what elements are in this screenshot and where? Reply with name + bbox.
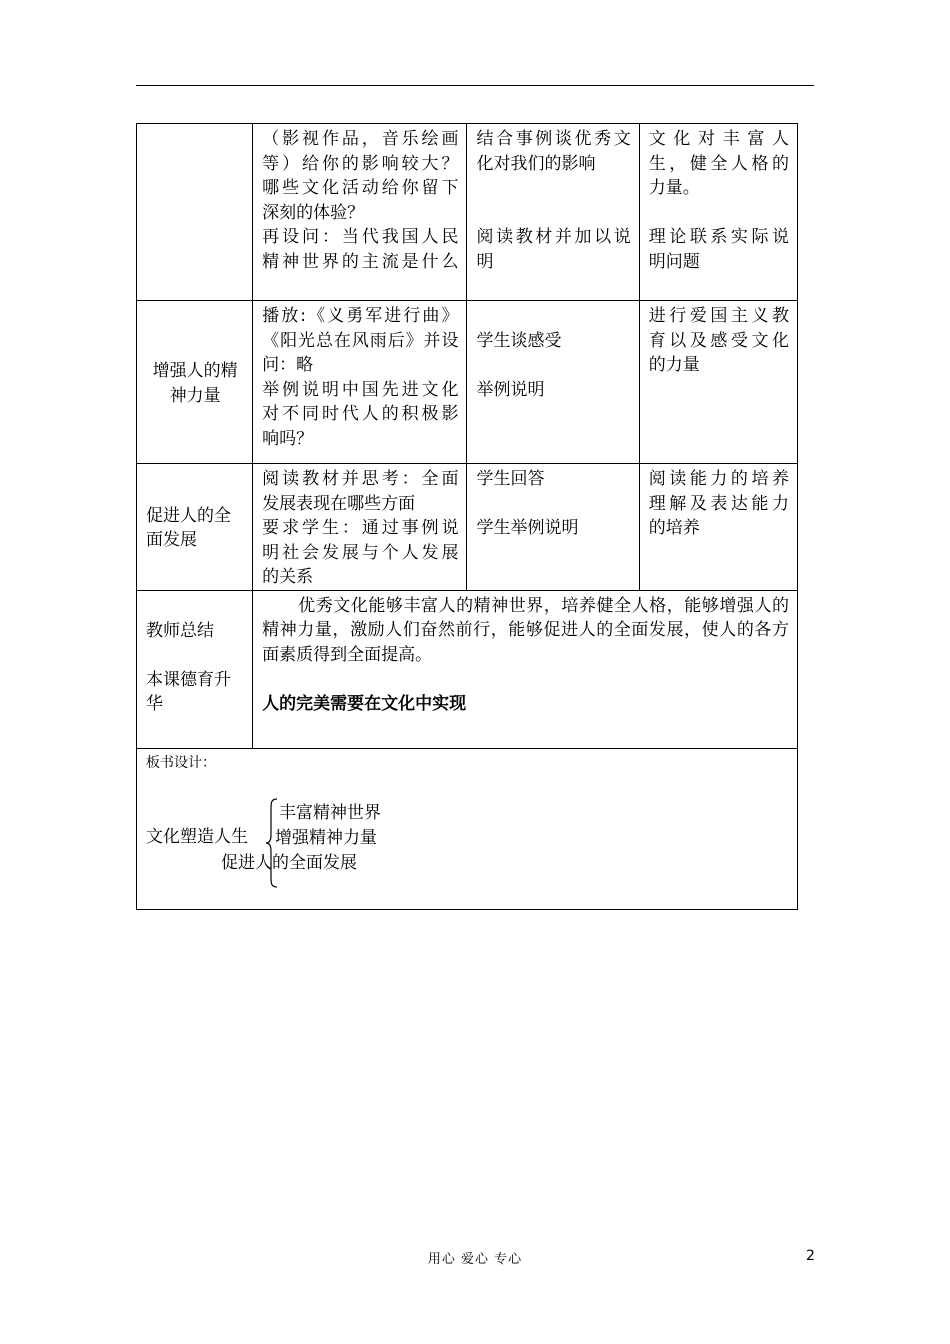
text-line: 举例说明中国先进文化 (262, 379, 459, 400)
text-line: 发展表现在哪些方面 (262, 493, 416, 514)
text-line: 理解及表达能力 (648, 493, 789, 514)
text-line: 阅读能力的培养 (648, 469, 789, 489)
summary-text-cell (253, 590, 798, 748)
header-rule (136, 85, 814, 86)
moral-text: 人的完美需要在文化中实现 (262, 693, 467, 714)
intent-cell (639, 464, 797, 591)
text-line: 深刻的体验？ (262, 202, 365, 223)
board-item: 促进人的全面发展 (221, 852, 357, 873)
text-line: 学生举例说明 (476, 518, 579, 538)
activities-cell (253, 464, 467, 591)
text-line: 明社会发展与个人发展 (262, 542, 459, 563)
students-cell (467, 124, 639, 301)
text-line: 生，健全人格的 (648, 153, 789, 174)
text-line: 哪些文化活动给你留下 (262, 178, 459, 198)
page-number: 2 (806, 1248, 815, 1264)
text-line: 学生回答 (476, 469, 545, 489)
text-line: 的培养 (648, 518, 700, 538)
text-line: 育以及感受文化 (648, 330, 789, 351)
text-line: 进行爱国主义教 (648, 306, 789, 326)
activities-cell (253, 124, 467, 301)
summary-label: 教师总结 (146, 620, 214, 641)
footer-motto: 用心 爱心 专心 (427, 1252, 523, 1267)
topic-cell (137, 124, 253, 301)
text-line: 的力量 (648, 355, 700, 375)
summary-row (137, 590, 798, 748)
topic-line: 增强人的精 (152, 361, 238, 381)
board-row (137, 748, 798, 909)
text-line: 举例说明 (476, 379, 545, 400)
text-line: 响吗？ (262, 428, 314, 449)
text-line: 再设问：当代我国人民 (262, 227, 459, 247)
table-row (137, 464, 798, 591)
text-line: 阅读教材并加以说 (476, 227, 631, 247)
text-line: 精神世界的主流是什么 (262, 251, 459, 272)
board-item: 增强精神力量 (275, 827, 377, 848)
text-line: 结合事例谈优秀文 (476, 129, 631, 149)
board-root: 文化塑造人生 (146, 826, 248, 847)
intent-cell (639, 301, 797, 464)
topic-cell (137, 301, 253, 464)
students-cell (467, 464, 639, 591)
text-line: 明 (476, 251, 494, 272)
text-line: 等）给你的影响较大？ (262, 153, 459, 174)
topic-line: 面发展 (146, 530, 197, 551)
text-line: 明问题 (648, 251, 700, 272)
summary-text: 优秀文化能够丰富人的精神世界，培养健全人格，能够增强人的精神力量，激励人们奋然前行，能够促进人的全面发展，使人的各方面素质得到全面提高。 (262, 595, 789, 665)
topic-cell (137, 464, 253, 591)
text-line: 播放:《义勇军进行曲》 (262, 306, 459, 326)
students-cell (467, 301, 639, 464)
text-line: 理论联系实际说 (648, 227, 789, 247)
text-line: 化对我们的影响 (476, 153, 596, 174)
text-line: 问：略 (262, 355, 314, 375)
lesson-plan-table (136, 123, 798, 910)
text-line: 力量。 (648, 178, 700, 198)
text-line: 《阳光总在风雨后》并设 (262, 330, 459, 351)
moral-label: 本课德育升华 (146, 669, 231, 714)
text-line: 阅读教材并思考：全面 (262, 469, 459, 489)
text-line: （影视作品，音乐绘画 (262, 129, 459, 149)
text-line: 对不同时代人的积极影 (262, 404, 459, 424)
topic-line: 神力量 (169, 385, 221, 406)
text-line: 文化对丰富人 (648, 129, 789, 149)
topic-line: 促进人的全 (146, 505, 231, 526)
table-row (137, 301, 798, 464)
text-line: 学生谈感受 (476, 330, 562, 351)
board-item: 丰富精神世界 (279, 802, 381, 823)
summary-label-cell (137, 590, 253, 748)
board-label: 板书设计： (146, 754, 216, 771)
board-design-cell (137, 748, 798, 909)
intent-cell (639, 124, 797, 301)
table-row (137, 124, 798, 301)
activities-cell (253, 301, 467, 464)
text-line: 要求学生：通过事例说 (262, 518, 459, 538)
text-line: 的关系 (262, 567, 314, 587)
